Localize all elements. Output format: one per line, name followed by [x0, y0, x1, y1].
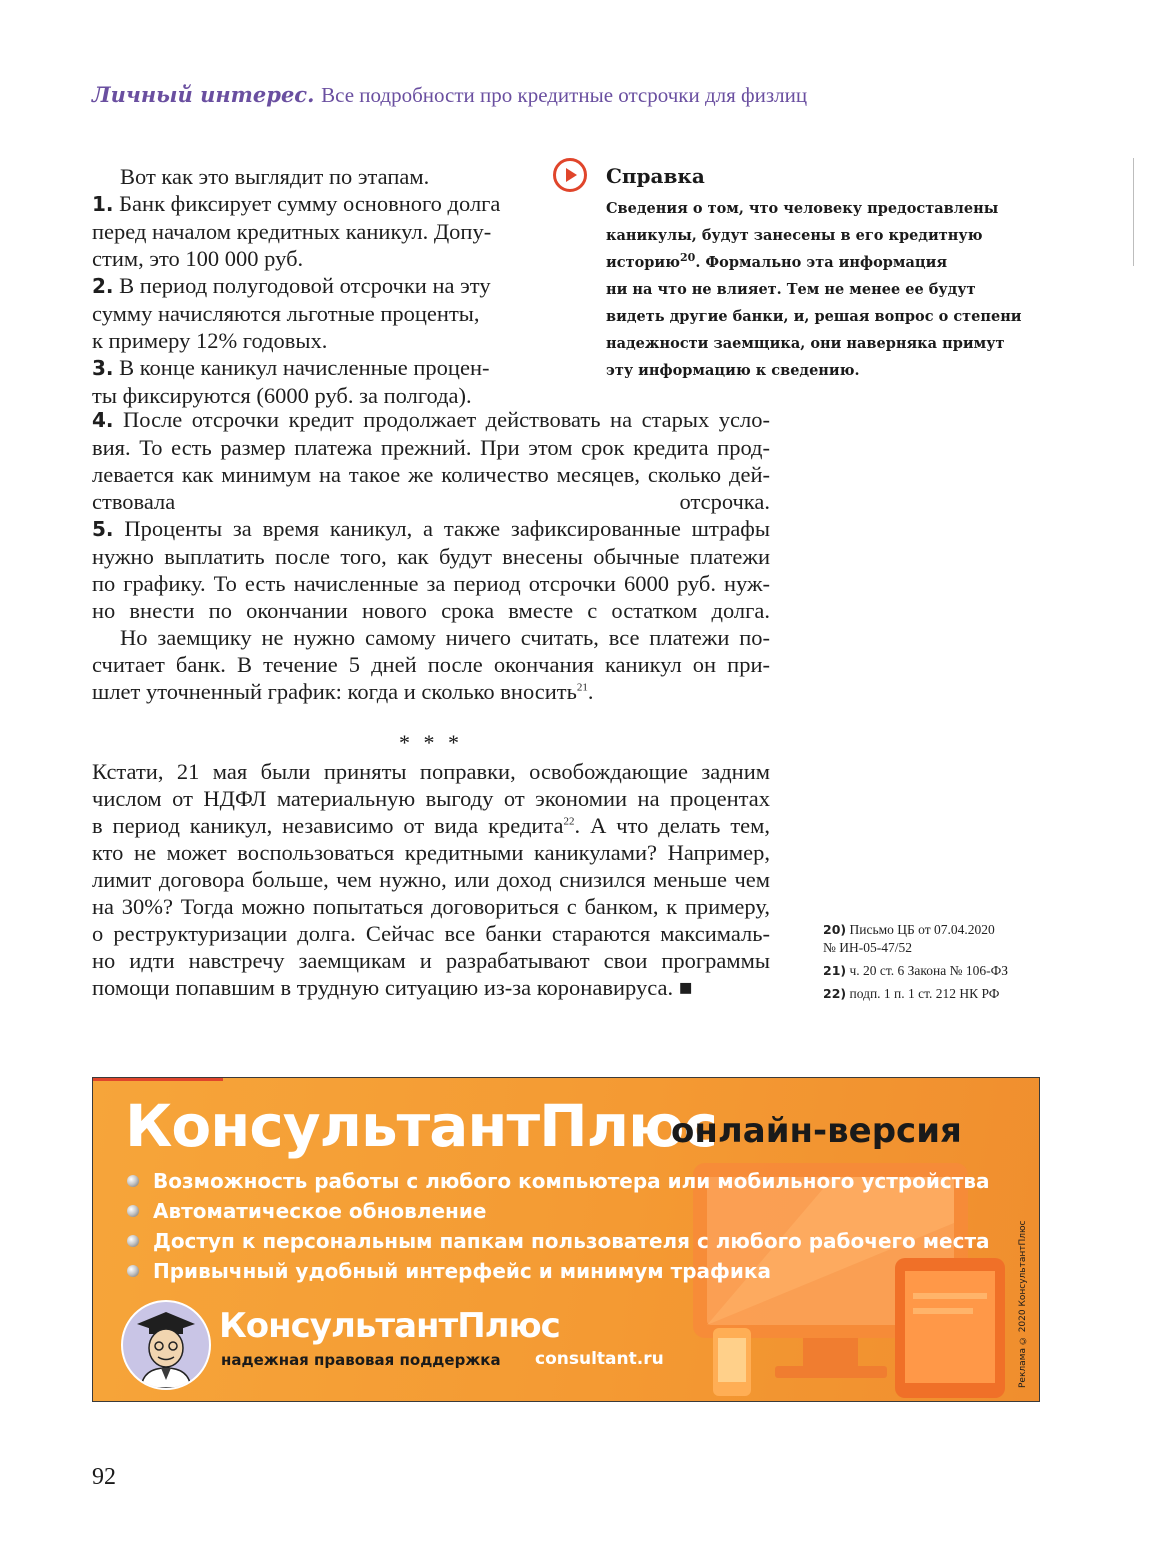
footnote-number: 22)	[823, 986, 847, 1001]
spravka-text	[606, 195, 1046, 384]
ad-logo-name: КонсультантПлюс	[219, 1306, 560, 1346]
text-line: ни на что не влияет. Тем не менее ее будут	[606, 281, 976, 298]
section-separator: * * *	[399, 730, 463, 755]
ad-url-link[interactable]: consultant.ru	[535, 1349, 664, 1369]
text-line: к примеру 12% годовых.	[92, 328, 328, 353]
text-line: Вот как это выглядит по этапам.	[120, 164, 430, 189]
text-line: Кстати, 21 мая были приняты поправки, освобождающие задним	[92, 759, 770, 784]
text-line: Но заемщику не нужно самому ничего считать, все платежи по-	[120, 625, 770, 650]
text-line: числом от НДФЛ материальную выгоду от экономии на процентах	[92, 786, 770, 811]
ad-legal-notice: Реклама © 2020 КонсультантПлюс	[1018, 1220, 1028, 1388]
play-icon	[552, 157, 588, 193]
ad-feature-text: Привычный удобный интерфейс и минимум трафика	[153, 1259, 771, 1283]
text-line	[92, 272, 512, 300]
line-text: шлет уточненный график: когда и сколько вносить	[92, 679, 577, 704]
bullet-icon	[127, 1175, 139, 1187]
header-subtitle: Все подробности про кредитные отсрочки для физлиц	[321, 83, 808, 107]
footnote-text: № ИН-05-47/52	[823, 940, 912, 955]
line-text: историю	[606, 254, 681, 271]
text-line: перед началом кредитных каникул. Допу-	[92, 219, 492, 244]
footnote	[823, 921, 1053, 957]
text-line: сумму начисляются льготные проценты,	[92, 301, 480, 326]
footnote-ref: 20	[680, 251, 696, 265]
line-text: Проценты за время каникул, а также зафиксированные штрафы	[113, 516, 770, 541]
text-line: ствовала отсрочка.	[92, 489, 770, 514]
footnote-text: Письмо ЦБ от 07.04.2020	[846, 922, 995, 937]
text-line	[92, 406, 770, 434]
steps-intro	[92, 163, 512, 409]
footnote-text: подп. 1 п. 1 ст. 212 НК РФ	[846, 986, 1000, 1001]
text-line: считает банк. В течение 5 дней после окончания каникул он при-	[92, 652, 770, 677]
line-text: . Формально эта информация	[695, 254, 948, 271]
ad-feature-item	[127, 1226, 990, 1256]
text-line	[92, 354, 512, 382]
text-line	[92, 812, 770, 839]
ad-top-accent	[93, 1078, 223, 1081]
step-number: 2.	[92, 274, 114, 298]
line-text: После отсрочки кредит продолжает действовать на старых усло-	[113, 407, 770, 432]
ad-feature-item	[127, 1256, 990, 1286]
bullet-icon	[127, 1265, 139, 1277]
text-line: ты фиксируются (6000 руб. за полгода).	[92, 383, 472, 408]
line-text: . А что делать тем,	[574, 813, 771, 838]
header-section: Личный интерес.	[92, 82, 315, 107]
ad-feature-list	[127, 1166, 990, 1286]
text-line: эту информацию к сведению.	[606, 362, 860, 379]
footnote-number: 21)	[823, 963, 847, 978]
text-line	[92, 515, 770, 543]
line-text: В конце каникул начисленные процен-	[113, 355, 490, 380]
text-line: кто не может воспользоваться кредитными каникулами? Например,	[92, 840, 770, 865]
footnote-number: 20)	[823, 922, 847, 937]
footnote-text: ч. 20 ст. 6 Закона № 106-ФЗ	[846, 963, 1009, 978]
ad-feature-text: Автоматическое обновление	[153, 1199, 487, 1223]
ad-online-version: онлайн-версия	[671, 1111, 962, 1151]
text-line: на 30%? Тогда можно попытаться договориться с банком, к примеру,	[92, 894, 770, 919]
text-line: каникулы, будут занесены в его кредитную	[606, 227, 983, 244]
step-number: 1.	[92, 192, 114, 216]
footnote-ref: 21	[576, 681, 588, 694]
ad-feature-text: Возможность работы с любого компьютера или мобильного устройства	[153, 1169, 990, 1193]
ad-feature-item	[127, 1166, 990, 1196]
text-line: Сведения о том, что человеку предоставлены	[606, 200, 999, 217]
text-line: помощи попавшим в трудную ситуацию из-за коронавируса. ■	[92, 975, 693, 1000]
footnote	[823, 962, 1053, 980]
text-line: видеть другие банки, и, решая вопрос о степени	[606, 308, 1022, 325]
line-text: в период каникул, независимо от вида кредита	[92, 813, 564, 838]
text-line: о реструктуризации долга. Сейчас все банки стараются максималь-	[92, 921, 770, 946]
step-number: 3.	[92, 356, 114, 380]
line-text: .	[587, 679, 594, 704]
footnotes	[823, 921, 1053, 1008]
closing-paragraph	[92, 758, 770, 1001]
text-line: но внести по окончании нового срока вместе с остатком долга.	[92, 598, 770, 623]
page-number: 92	[92, 1464, 116, 1490]
step-number: 4.	[92, 408, 114, 432]
spravka-title: Справка	[606, 164, 705, 188]
ad-brand: КонсультантПлюс	[125, 1092, 717, 1160]
text-line: по графику. То есть начисленные за период отсрочки 6000 руб. нуж-	[92, 571, 770, 596]
footnote	[823, 985, 1053, 1003]
bullet-icon	[127, 1235, 139, 1247]
steps-continued	[92, 406, 770, 705]
text-line: вия. То есть размер платежа прежний. При этом срок кредита прод-	[92, 435, 770, 460]
ad-logo-tagline: надежная правовая поддержка	[221, 1351, 501, 1369]
ad-feature-item	[127, 1196, 990, 1226]
text-line: стим, это 100 000 руб.	[92, 246, 304, 271]
margin-rule	[1133, 158, 1134, 266]
bullet-icon	[127, 1205, 139, 1217]
text-line	[92, 678, 770, 705]
footnote-ref: 22	[563, 815, 575, 828]
line-text: Банк фиксирует сумму основного долга	[113, 191, 501, 216]
ad-feature-text: Доступ к персональным папкам пользователя с любого рабочего места	[153, 1229, 990, 1253]
logo-mascot-icon	[121, 1300, 211, 1390]
text-line: надежности заемщика, они наверняка примут	[606, 335, 1005, 352]
text-line: нужно выплатить после того, как будут внесены обычные платежи	[92, 544, 770, 569]
running-header	[92, 82, 992, 108]
text-line: лимит договора больше, чем нужно, или доход снизился меньше чем	[92, 867, 770, 892]
text-line: но идти навстречу заемщикам и разрабатывают свои программы	[92, 948, 770, 973]
advertisement-banner[interactable]	[92, 1077, 1040, 1402]
line-text: В период полугодовой отсрочки на эту	[113, 273, 491, 298]
text-line: левается как минимум на такое же количество месяцев, сколько дей-	[92, 462, 770, 487]
text-line	[606, 249, 1046, 276]
text-line	[92, 190, 512, 218]
step-number: 5.	[92, 517, 114, 541]
